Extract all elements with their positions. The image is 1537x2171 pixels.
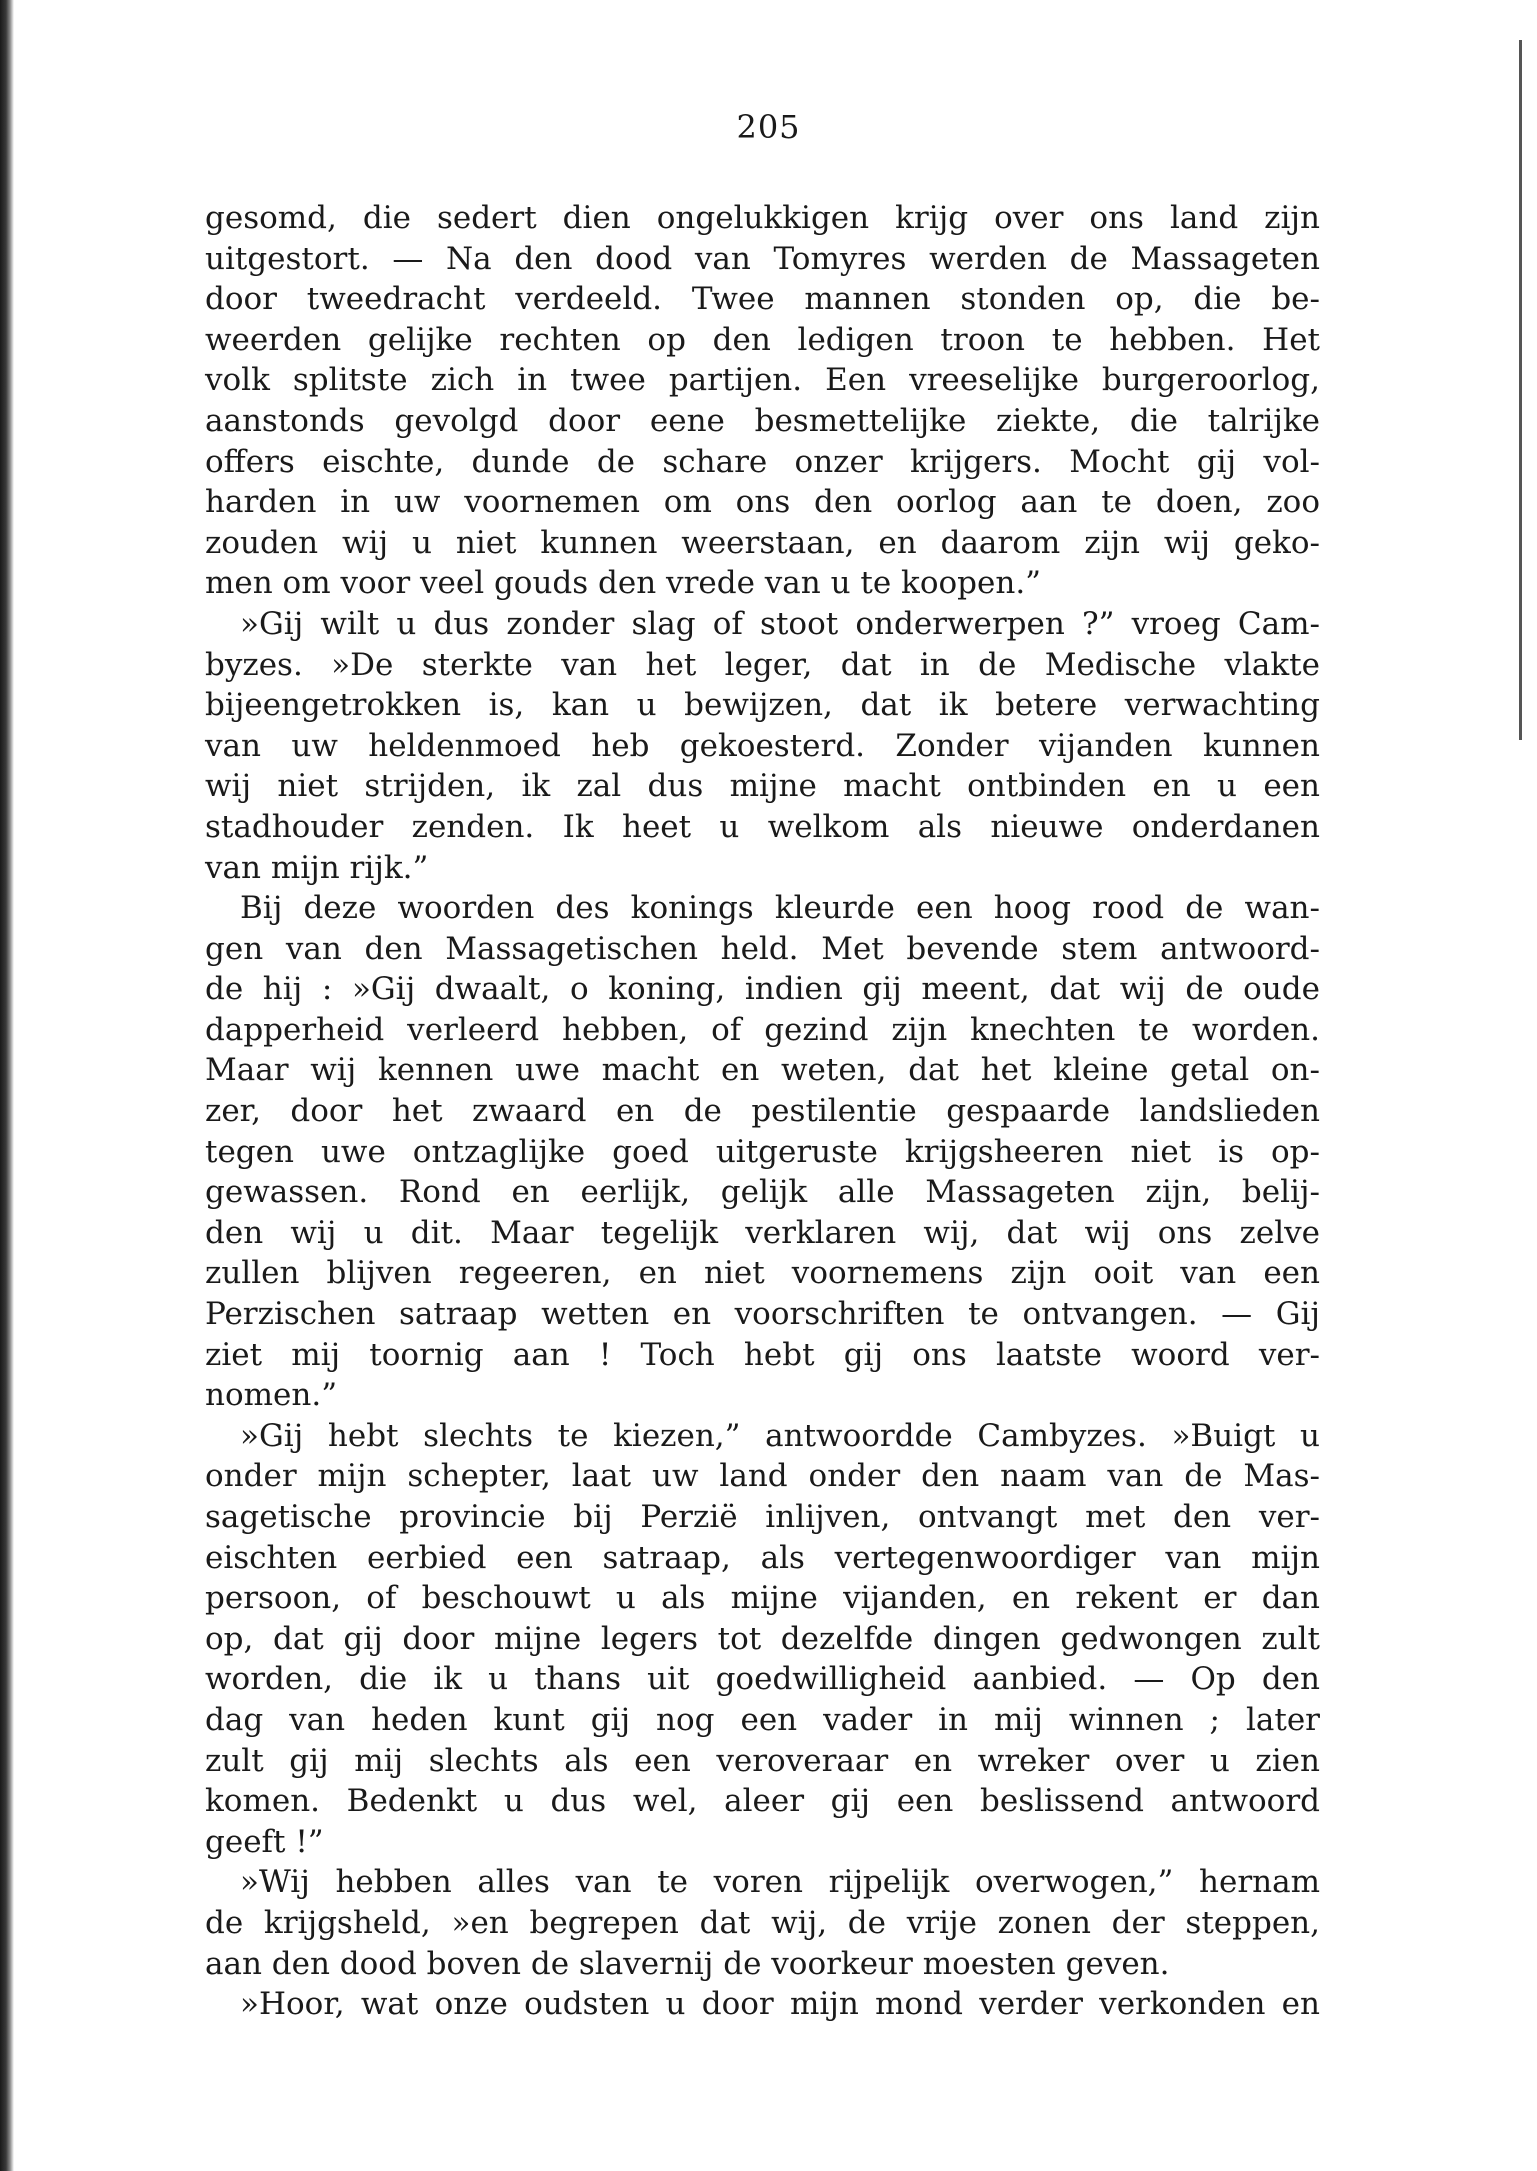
text-line: »Gij hebt slechts te kiezen,” antwoordde Cambyzes. »Buigt u (240, 1417, 1320, 1454)
text-line: den wij u dit. Maar tegelijk verklaren wij, dat wij ons zelve (205, 1214, 1320, 1251)
text-line: zouden wij u niet kunnen weerstaan, en daarom zijn wij geko- (205, 524, 1320, 561)
text-line: de krijgsheld, »en begrepen dat wij, de vrije zonen der steppen, (205, 1904, 1320, 1941)
text-line: komen. Bedenkt u dus wel, aleer gij een beslissend antwoord (205, 1783, 1320, 1820)
text-line: Maar wij kennen uwe macht en weten, dat het kleine getal on- (205, 1052, 1320, 1089)
text-line: »Wij hebben alles van te voren rijpelijk overwogen,” hernam (240, 1864, 1320, 1901)
text-line: volk splitste zich in twee partijen. Een vreeselijke burgeroorlog, (205, 362, 1320, 399)
text-line: stadhouder zenden. Ik heet u welkom als nieuwe onderdanen (205, 808, 1320, 845)
body-text (205, 198, 1320, 2025)
text-line: zult gij mij slechts als een veroveraar en wreker over u zien (205, 1742, 1320, 1779)
text-line: byzes. »De sterkte van het leger, dat in de Medische vlakte (205, 646, 1320, 683)
text-line: geeft !” (205, 1823, 324, 1860)
text-line: »Hoor, wat onze oudsten u door mijn mond verder verkonden en (240, 1986, 1320, 2023)
text-line: offers eischte, dunde de schare onzer krijgers. Mocht gij vol- (205, 443, 1320, 480)
page-edge-left (0, 0, 14, 2171)
text-line: op, dat gij door mijne legers tot dezelfde dingen gedwongen zult (205, 1620, 1320, 1657)
text-line: gesomd, die sedert dien ongelukkigen krijg over ons land zijn (205, 200, 1320, 236)
text-line: dapperheid verleerd hebben, of gezind zijn knechten te worden. (205, 1011, 1320, 1048)
text-line: van mijn rijk.” (205, 849, 429, 886)
text-line: van uw heldenmoed heb gekoesterd. Zonder vijanden kunnen (205, 727, 1320, 764)
text-line: ziet mij toornig aan ! Toch hebt gij ons laatste woord ver- (205, 1336, 1320, 1373)
text-line: persoon, of beschouwt u als mijne vijanden, en rekent er dan (205, 1580, 1320, 1617)
text-line: gen van den Massagetischen held. Met bevende stem antwoord- (205, 930, 1320, 967)
text-line: men om voor veel gouds den vrede van u te koopen.” (205, 565, 1042, 602)
text-line: tegen uwe ontzaglijke goed uitgeruste krijgsheeren niet is op- (205, 1133, 1320, 1170)
text-line: sagetische provincie bij Perzië inlijven, ontvangt met den ver- (205, 1499, 1320, 1535)
text-line: nomen.” (205, 1377, 338, 1414)
text-line: aan den dood boven de slavernij de voorkeur moesten geven. (205, 1945, 1170, 1982)
text-line: dag van heden kunt gij nog een vader in mij winnen ; later (205, 1701, 1320, 1738)
page-number: 205 (736, 108, 801, 146)
text-line: onder mijn schepter, laat uw land onder den naam van de Mas- (205, 1458, 1320, 1495)
text-line: uitgestort. — Na den dood van Tomyres werden de Massageten (205, 240, 1320, 277)
text-line: harden in uw voornemen om ons den oorlog aan te doen, zoo (205, 484, 1320, 521)
text-line: gewassen. Rond en eerlijk, gelijk alle Massageten zijn, belij- (205, 1174, 1320, 1211)
text-line: worden, die ik u thans uit goedwilligheid aanbied. — Op den (205, 1661, 1320, 1698)
text-line: door tweedracht verdeeld. Twee mannen stonden op, die be- (205, 281, 1320, 318)
text-line: de hij : »Gij dwaalt, o koning, indien gij meent, dat wij de oude (205, 971, 1320, 1008)
text-line: bijeengetrokken is, kan u bewijzen, dat ik betere verwachting (205, 687, 1320, 724)
text-line: Perzischen satraap wetten en voorschriften te ontvangen. — Gij (205, 1296, 1320, 1333)
text-line: »Gij wilt u dus zonder slag of stoot onderwerpen ?” vroeg Cam- (240, 605, 1320, 642)
text-line: weerden gelijke rechten op den ledigen troon te hebben. Het (205, 321, 1320, 358)
text-line: wij niet strijden, ik zal dus mijne macht ontbinden en u een (205, 768, 1320, 805)
text-line: Bij deze woorden des konings kleurde een hoog rood de wan- (240, 890, 1320, 927)
text-line: zullen blijven regeeren, en niet voornemens zijn ooit van een (205, 1255, 1320, 1292)
text-line: aanstonds gevolgd door eene besmettelijke ziekte, die talrijke (205, 402, 1320, 439)
text-line: eischten eerbied een satraap, als vertegenwoordiger van mijn (205, 1539, 1320, 1576)
text-line: zer, door het zwaard en de pestilentie gespaarde landslieden (205, 1093, 1320, 1130)
